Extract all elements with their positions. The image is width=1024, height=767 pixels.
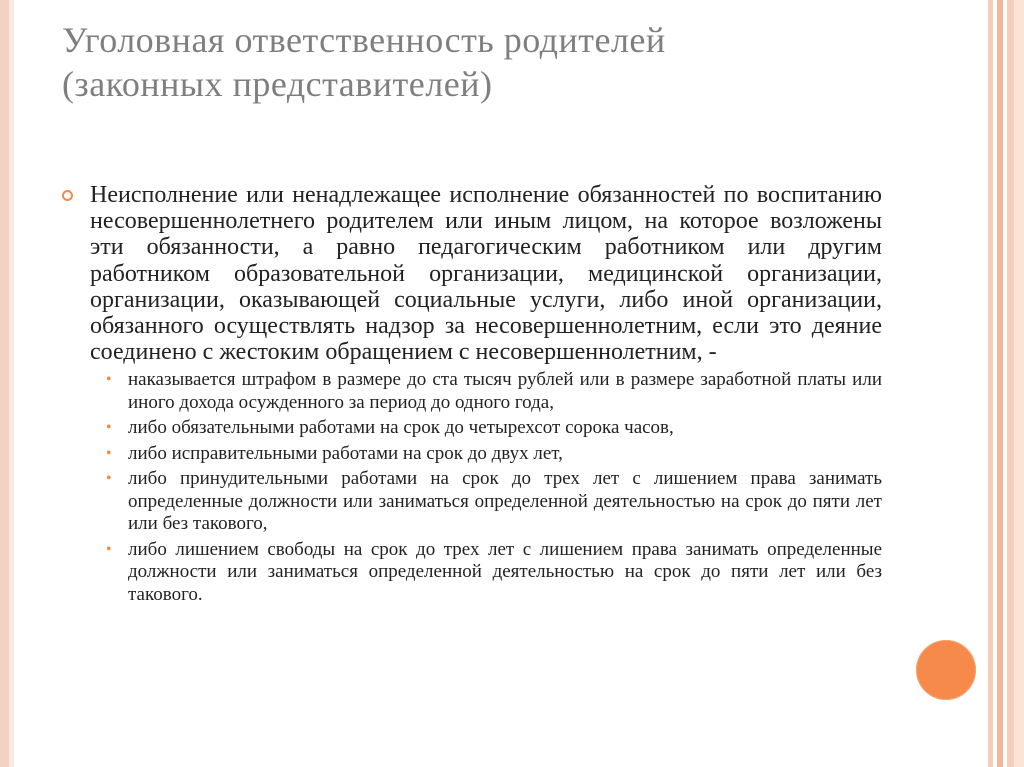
sub-bullet-list bbox=[62, 369, 882, 606]
title-line-2: (законных представителей) bbox=[62, 64, 493, 104]
dot-bullet-icon: • bbox=[106, 444, 112, 462]
sub-bullet-item bbox=[62, 369, 882, 414]
sub-bullet-item bbox=[62, 417, 882, 440]
right-stripes-decoration bbox=[984, 0, 1024, 767]
slide-body bbox=[62, 182, 882, 609]
dot-bullet-icon: • bbox=[106, 419, 112, 437]
ring-bullet-icon bbox=[62, 190, 73, 201]
sub-bullet-text: либо обязательными работами на срок до четырехсот сорока часов, bbox=[128, 417, 674, 439]
sub-bullet-item bbox=[62, 468, 882, 536]
sub-bullet-item bbox=[62, 539, 882, 607]
sub-bullet-item bbox=[62, 443, 882, 466]
dot-bullet-icon: • bbox=[106, 540, 112, 558]
main-bullet-item bbox=[62, 182, 882, 365]
main-bullet-text: Неисполнение или ненадлежащее исполнение обязанностей по воспитанию несовершеннолетнего родителем или иным лицом, на которое возложены эти обязанности, а равно педагогическим работником или другим работником образовательной организации, медицинской организации, организации, оказывающей социальные услуги, либо иной организации, обязанного осуществлять надзор за несовершеннолетним, если это деяние соединено с жестоким обращением с несовершеннолетним, - bbox=[90, 182, 882, 366]
sub-bullet-text: либо принудительными работами на срок до трех лет с лишением права занимать определенные должности или заниматься определенной деятельностью на срок до пяти лет или без такового, bbox=[128, 468, 882, 535]
slide-title bbox=[62, 18, 882, 106]
sub-bullet-text: либо лишением свободы на срок до трех лет с лишением права занимать определенные должности или заниматься определенной деятельностью на срок до пяти лет или без такового. bbox=[128, 538, 882, 605]
title-line-1: Уголовная ответственность родителей bbox=[62, 20, 666, 60]
dot-bullet-icon: • bbox=[106, 371, 112, 389]
sub-bullet-text: либо исправительными работами на срок до двух лет, bbox=[128, 442, 563, 464]
orange-circle-decoration bbox=[916, 640, 976, 700]
dot-bullet-icon: • bbox=[106, 470, 112, 488]
left-border-decoration bbox=[0, 0, 14, 767]
sub-bullet-text: наказывается штрафом в размере до ста тысяч рублей или в размере заработной платы или иного дохода осужденного за период до одного года, bbox=[128, 369, 882, 413]
